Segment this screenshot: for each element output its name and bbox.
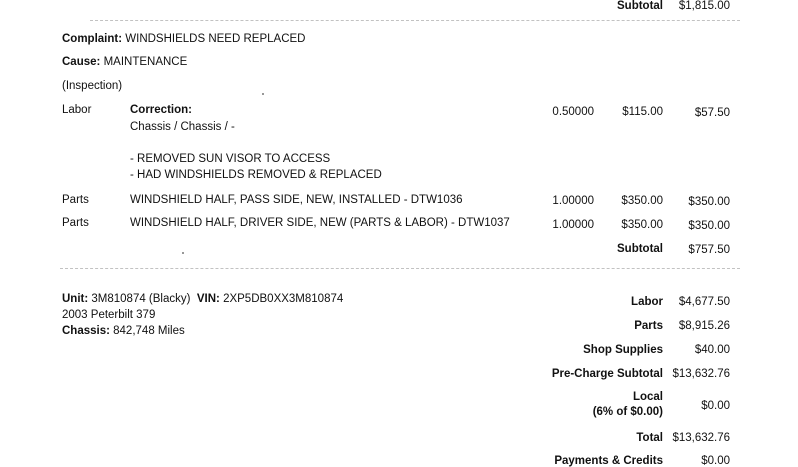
section-subtotal-value: $757.50 (688, 244, 730, 256)
totals-payments-value: $0.00 (701, 455, 730, 467)
parts-qty: 1.00000 (552, 219, 594, 231)
totals-parts-label: Parts (634, 320, 663, 332)
labor-amount: $57.50 (694, 107, 730, 119)
correction-note: - REMOVED SUN VISOR TO ACCESS (130, 153, 331, 165)
totals-total-label: Total (636, 432, 663, 444)
complaint-value: WINDSHIELDS NEED REPLACED (125, 33, 306, 45)
complaint-label: Complaint: (62, 33, 123, 45)
parts-type: Parts (62, 217, 89, 229)
scan-speck (182, 252, 184, 254)
top-subtotal-label: Subtotal (617, 0, 663, 12)
section-subtotal-label: Subtotal (617, 243, 663, 255)
correction-note: - HAD WINDSHIELDS REMOVED & REPLACED (130, 169, 382, 181)
chassis-label: Chassis: (62, 325, 110, 337)
parts-description: WINDSHIELD HALF, PASS SIDE, NEW, INSTALLED - DTW1036 (130, 194, 463, 206)
unit-model: 2003 Peterbilt 379 (62, 309, 156, 321)
top-subtotal-value: $1,815.00 (678, 0, 730, 12)
scan-speck (262, 93, 264, 95)
totals-parts-value: $8,915.26 (678, 320, 730, 332)
totals-total-value: $13,632.76 (672, 432, 730, 444)
cause-row (62, 56, 187, 68)
complaint-row (62, 33, 305, 45)
vin-value: 2XP5DB0XX3M810874 (223, 293, 344, 305)
parts-qty: 1.00000 (552, 195, 594, 207)
labor-rate: $115.00 (622, 106, 663, 118)
chassis-row (62, 325, 185, 337)
parts-description: WINDSHIELD HALF, DRIVER SIDE, NEW (PARTS & LABOR) - DTW1037 (130, 217, 510, 229)
correction-label: Correction: (130, 104, 192, 116)
top-separator (90, 20, 740, 21)
vin-label: VIN: (196, 293, 220, 305)
cause-label: Cause: (62, 56, 101, 68)
parts-amount: $350.00 (688, 220, 730, 232)
totals-payments-label: Payments & Credits (554, 455, 663, 467)
unit-value: 3M810874 (Blacky) (91, 293, 191, 305)
parts-amount: $350.00 (688, 196, 730, 208)
totals-pre-charge-value: $13,632.76 (672, 368, 730, 380)
labor-type: Labor (62, 104, 92, 116)
inspection-text: (Inspection) (62, 80, 123, 92)
section-separator (60, 268, 740, 269)
correction-component: Chassis / Chassis / - (130, 121, 235, 133)
parts-type: Parts (62, 194, 89, 206)
parts-rate: $350.00 (621, 219, 663, 231)
totals-labor-value: $4,677.50 (678, 296, 730, 308)
totals-pre-charge-label: Pre-Charge Subtotal (551, 368, 663, 380)
totals-shop-supplies-value: $40.00 (694, 344, 730, 356)
parts-rate: $350.00 (621, 195, 663, 207)
labor-qty: 0.50000 (552, 106, 594, 118)
totals-local-value: $0.00 (701, 400, 730, 412)
totals-shop-supplies-label: Shop Supplies (583, 344, 663, 356)
unit-label: Unit: (62, 293, 89, 305)
cause-value: MAINTENANCE (103, 56, 188, 68)
totals-labor-label: Labor (631, 296, 663, 308)
totals-local-label: Local (632, 391, 663, 403)
totals-local-sublabel: (6% of $0.00) (592, 406, 663, 418)
unit-row (62, 293, 343, 305)
chassis-value: 842,748 Miles (113, 325, 185, 337)
